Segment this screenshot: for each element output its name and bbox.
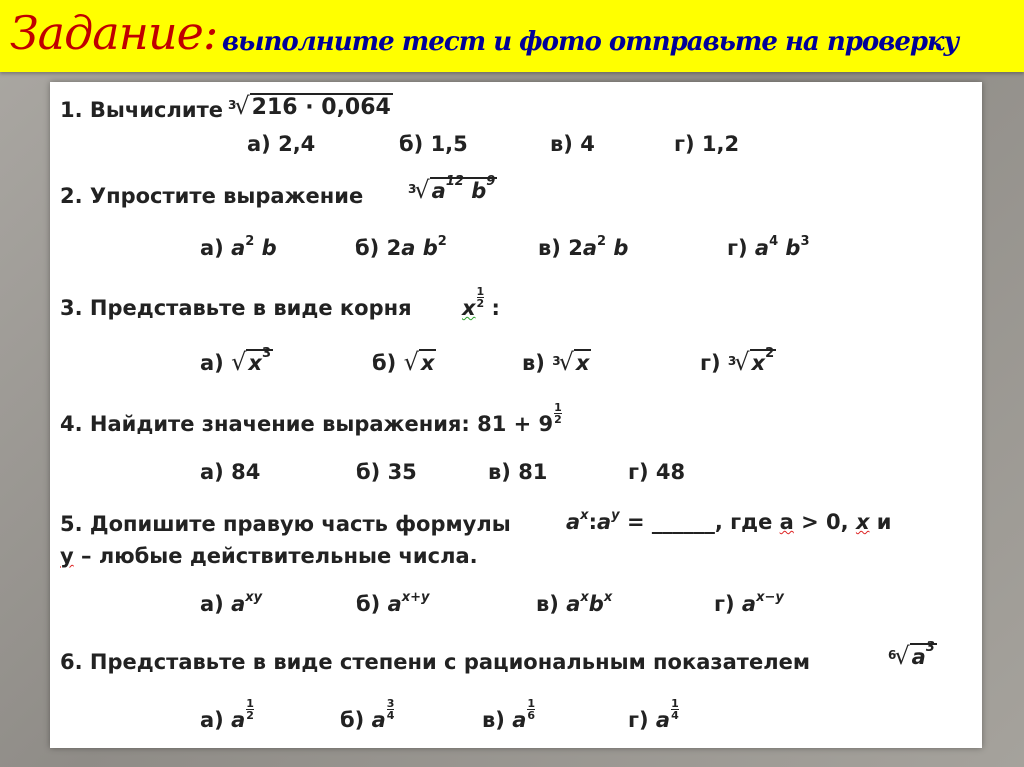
task-title: Задание:: [10, 6, 218, 60]
title-bar: [0, 0, 1024, 72]
q2-option-b: б) 2a $b^2$: [355, 234, 447, 260]
q4-option-b: б) 35: [356, 460, 417, 484]
q1-option-a: а) 2,4: [247, 132, 316, 156]
q4-option-a: а) 84: [200, 460, 261, 484]
question-4: 4. Найдите значение выражения: 81 + 9 $\frac{1}{2}$: [60, 401, 562, 436]
q5-formula: $a^x:a^y$ = ______, где a > 0, x и: [566, 508, 892, 534]
q3-option-c: в) $^3$√x: [522, 348, 590, 376]
q6-expression: $^6√a^3$: [888, 640, 935, 670]
q3-option-a: а) $√x^3$: [200, 346, 271, 376]
q2-expression: $^3√a^{12}$ $b^9$: [408, 174, 496, 204]
q5-option-b: б) $a^{x+y}$: [356, 590, 430, 616]
question-5-line-2: y – любые действительные числа.: [60, 544, 478, 568]
q1-option-b: б) 1,5: [399, 132, 468, 156]
q5-option-d: г) $a^{x-y}$: [714, 590, 784, 616]
question-1: 1. Вычислите: [60, 98, 223, 122]
task-subtitle: выполните тест и фото отправьте на проверку: [222, 27, 959, 57]
q5-option-a: а) $a^{xy}$: [200, 590, 263, 616]
q4-option-c: в) 81: [488, 460, 548, 484]
q6-option-b: б) a $\frac{3}{4}$: [340, 697, 395, 732]
question-5: 5. Допишите правую часть формулы: [60, 512, 511, 536]
q6-option-a: а) a $\frac{1}{2}$: [200, 697, 254, 732]
q2-option-a: а) $a^2$ b: [200, 234, 277, 260]
q1-expression: $^3$√216 · 0,064: [228, 92, 391, 120]
question-3: 3. Представьте в виде корня: [60, 296, 412, 320]
q3-option-b: б) √x: [372, 348, 435, 376]
q3-expression: x $\frac{1}{2}$ :: [462, 285, 500, 320]
q2-option-d: г) $a^4$ $b^3$: [727, 234, 810, 260]
q6-option-c: в) a $\frac{1}{6}$: [482, 697, 536, 732]
test-sheet: [50, 82, 982, 748]
q6-option-d: г) a $\frac{1}{4}$: [628, 697, 679, 732]
question-2: 2. Упростите выражение: [60, 184, 364, 208]
q1-option-d: г) 1,2: [674, 132, 740, 156]
q5-option-c: в) $a^xb^x$: [536, 590, 613, 616]
q4-option-d: г) 48: [628, 460, 686, 484]
q2-option-c: в) $2a^2$ b: [538, 234, 629, 260]
question-6: 6. Представьте в виде степени с рациональным показателем: [60, 650, 810, 674]
q3-option-d: г) $^3√x^2$: [700, 346, 775, 376]
q1-option-c: в) 4: [550, 132, 595, 156]
